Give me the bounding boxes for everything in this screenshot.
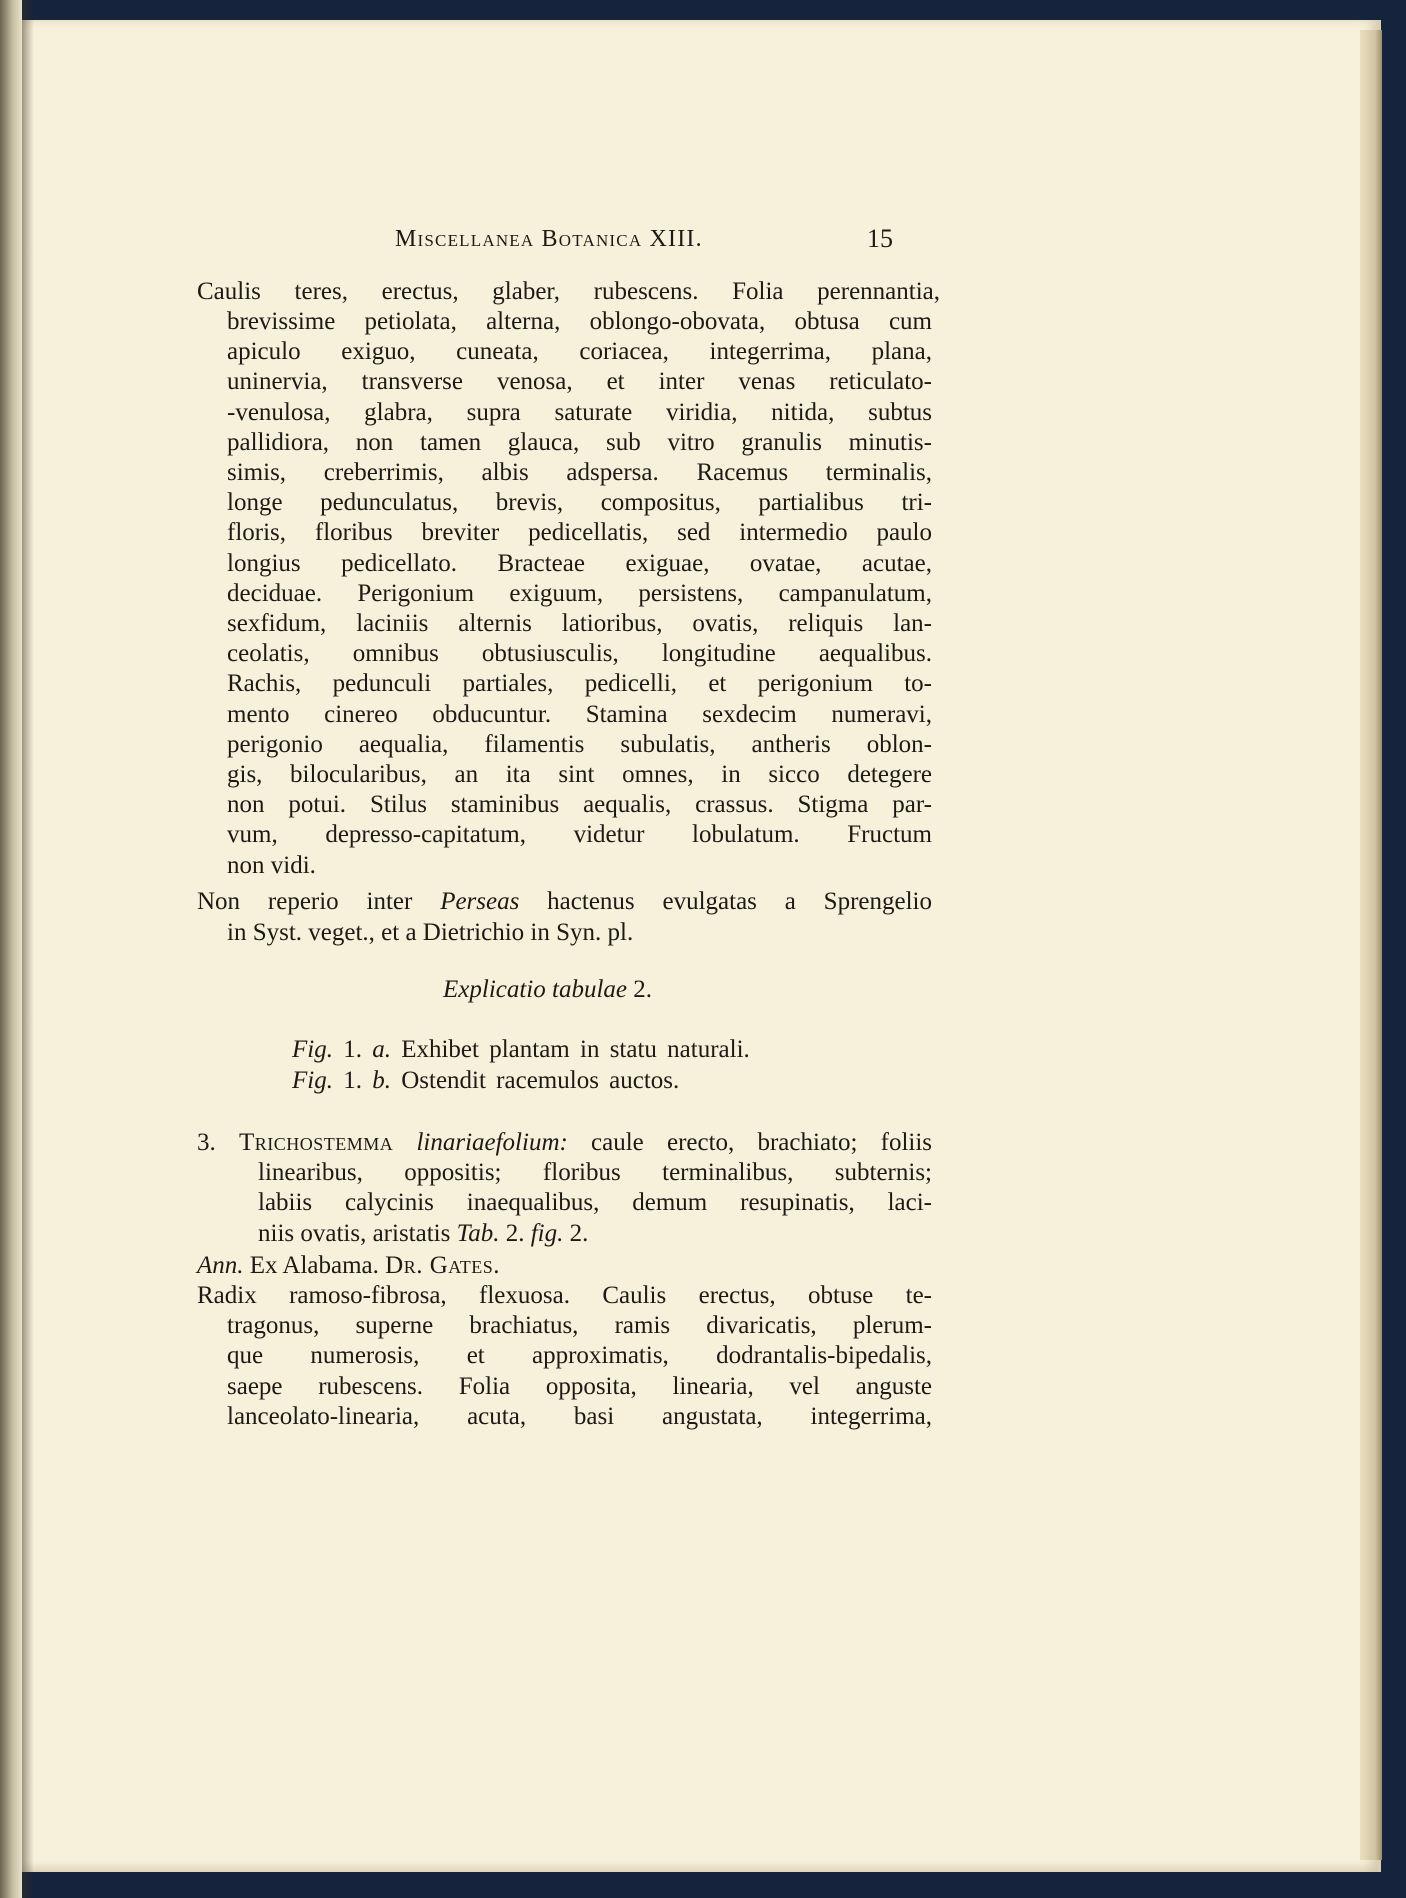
text-line: Rachis, pedunculi partiales, pedicelli, et perigonium to-	[227, 670, 932, 697]
text-line: pallidiora, non tamen glauca, sub vitro granulis minutis-	[227, 429, 932, 456]
note-text: Non reperio inter	[197, 888, 441, 915]
text-line-content: non vidi.	[227, 852, 316, 879]
fig-number: 1.	[343, 1067, 362, 1094]
text-line: Radix ramoso-fibrosa, flexuosa. Caulis erectus, obtuse te-	[197, 1282, 932, 1309]
text-line: non potui. Stilus staminibus aequalis, crassus. Stigma par-	[227, 791, 932, 818]
habitat-text: Ex Alabama.	[249, 1252, 379, 1279]
page-number: 15	[867, 224, 893, 253]
fig-letter: a.	[372, 1036, 391, 1063]
plate-heading	[443, 975, 652, 1005]
note-line	[197, 887, 932, 917]
fig-ref: fig.	[530, 1220, 564, 1247]
species-line: linearibus, oppositis; floribus terminalibus, subternis;	[258, 1159, 932, 1186]
species-number: 3.	[197, 1129, 216, 1156]
text-line: floris, floribus breviter pedicellatis, sed intermedio paulo	[227, 519, 932, 546]
text-line: simis, creberrimis, albis adspersa. Racemus terminalis,	[227, 459, 932, 486]
text-line: -venulosa, glabra, supra saturate viridia, nitida, subtus	[227, 399, 932, 426]
text-line: vum, depresso-capitatum, videtur lobulatum. Fructum	[227, 821, 932, 848]
figure-caption	[292, 1035, 750, 1065]
text-line: perigonio aequalia, filamentis subulatis, antheris oblon-	[227, 731, 932, 758]
habitat-line	[197, 1251, 500, 1281]
collector-name: Dr. Gates.	[385, 1252, 501, 1279]
fig-text: Ostendit racemulos auctos.	[401, 1067, 680, 1094]
running-header: Miscellanea Botanica XIII.	[395, 226, 703, 252]
species-epithet: linariaefolium:	[416, 1129, 568, 1156]
text-line: sexfidum, laciniis alternis latioribus, ovatis, reliquis lan-	[227, 610, 932, 637]
figure-caption	[292, 1066, 679, 1096]
note-text: in Syst. veget., et a Dietrichio in Syn. pl.	[227, 919, 634, 946]
plate-heading-number: 2.	[633, 976, 652, 1003]
species-text: niis ovatis, aristatis	[258, 1220, 457, 1247]
text-line: brevissime petiolata, alterna, oblongo-obovata, obtusa cum	[227, 308, 932, 335]
text-line	[227, 851, 316, 881]
fig-label: Fig.	[292, 1036, 333, 1063]
text-line: longius pedicellato. Bracteae exiguae, ovatae, acutae,	[227, 550, 932, 577]
species-entry	[197, 1128, 932, 1158]
note-line	[227, 918, 633, 948]
text-line: ceolatis, omnibus obtusiusculis, longitudine aequalibus.	[227, 640, 932, 667]
text-line: Caulis teres, erectus, glaber, rubescens. Folia perennantia,	[197, 278, 940, 305]
plate-heading-text: Explicatio tabulae	[443, 976, 627, 1003]
tab-label: Tab.	[456, 1220, 500, 1247]
species-line	[258, 1219, 588, 1249]
text-line: apiculo exiguo, cuneata, coriacea, integerrima, plana,	[227, 338, 932, 365]
fig-letter: b.	[372, 1067, 391, 1094]
fig-number: 1.	[343, 1036, 362, 1063]
note-text: hactenus evulgatas a Sprengelio	[519, 888, 932, 915]
text-line: que numerosis, et approximatis, dodrantalis-bipedalis,	[227, 1342, 932, 1369]
text-line: gis, bilocularibus, an ita sint omnes, in sicco detegere	[227, 761, 932, 788]
species-genus: Trichostemma	[238, 1129, 394, 1156]
fig-ref-number: 2.	[569, 1220, 589, 1247]
text-line: mento cinereo obducuntur. Stamina sexdecim numeravi,	[227, 701, 932, 728]
text-line: deciduae. Perigonium exiguum, persistens, campanulatum,	[227, 580, 932, 607]
text-line: lanceolato-linearia, acuta, basi angustata, integerrima,	[227, 1403, 932, 1430]
text-line: uninervia, transverse venosa, et inter venas reticulato-	[227, 368, 932, 395]
text-line: longe pedunculatus, brevis, compositus, partialibus tri-	[227, 489, 932, 516]
text-line: saepe rubescens. Folia opposita, linearia, vel anguste	[227, 1373, 932, 1400]
spine-shadow	[22, 0, 34, 1898]
genus-name: Perseas	[440, 888, 520, 915]
fig-label: Fig.	[292, 1067, 333, 1094]
text-line: tragonus, superne brachiatus, ramis divaricatis, plerum-	[227, 1312, 932, 1339]
fig-text: Exhibet plantam in statu naturali.	[401, 1036, 750, 1063]
species-line: labiis calycinis inaequalibus, demum resupinatis, laci-	[258, 1189, 932, 1216]
ann-label: Ann.	[197, 1252, 244, 1279]
tab-number: 2.	[505, 1220, 525, 1247]
species-text: caule erecto, brachiato; foliis	[591, 1129, 933, 1156]
